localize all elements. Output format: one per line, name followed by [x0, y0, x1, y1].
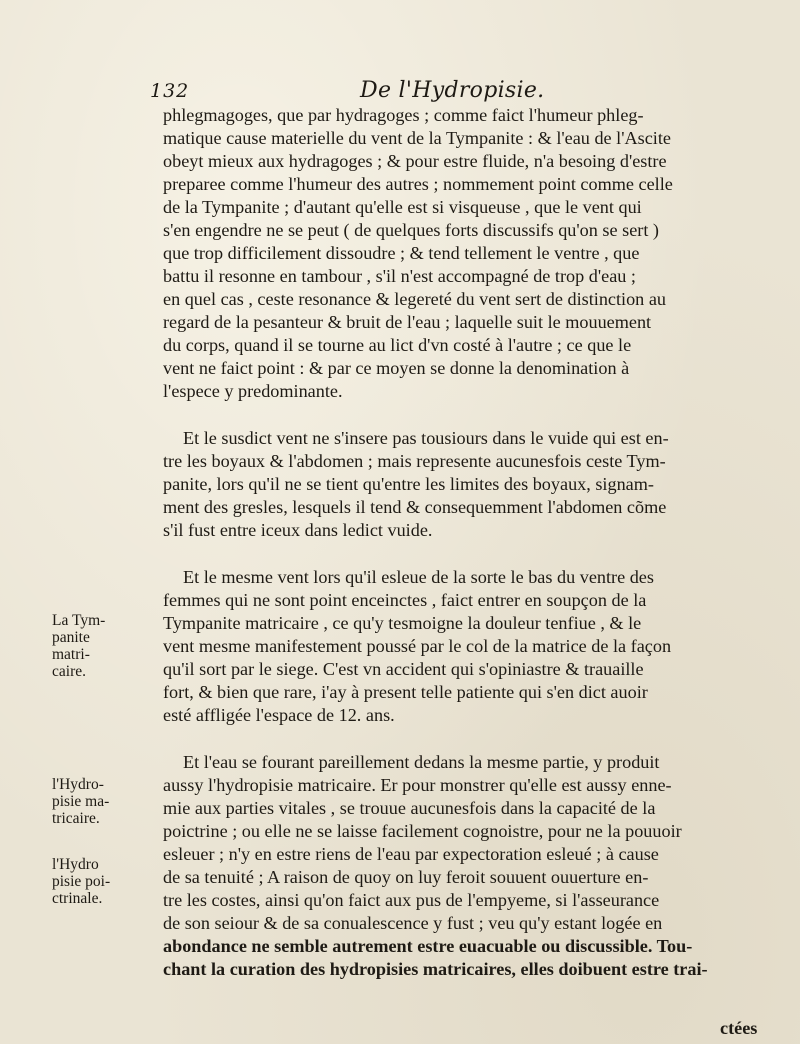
text-line: femmes qui ne sont point enceinctes , faict entrer en soupçon de la — [163, 590, 647, 610]
text-line: mie aux parties vitales , se trouue aucunesfois dans la capacité de la — [163, 798, 656, 818]
main-text — [163, 104, 798, 981]
text-line: l'espece y predominante. — [163, 381, 343, 401]
text-line: abondance ne semble autrement estre euacuable ou discussible. Tou- — [163, 936, 693, 956]
text-line: preparee comme l'humeur des autres ; nommement point comme celle — [163, 174, 673, 194]
page-number: 132 — [150, 80, 190, 102]
text-line: vent ne faict point : & par ce moyen se donne la denomination à — [163, 358, 630, 378]
text-line: tre les costes, ainsi qu'on faict aux pus de l'empyeme, si l'asseurance — [163, 890, 660, 910]
text-line: de sa tenuité ; A raison de quoy on luy feroit souuent ouuerture en- — [163, 867, 649, 887]
text-line: en quel cas , ceste resonance & legereté du vent sert de distinction au — [163, 289, 666, 309]
paragraph-4 — [163, 751, 798, 981]
text-line: regard de la pesanteur & bruit de l'eau ; laquelle suit le mouuement — [163, 312, 652, 332]
margin-note-line: pisie ma- — [52, 793, 110, 810]
text-line: que trop difficilement dissoudre ; & tend tellement le ventre , que — [163, 243, 640, 263]
margin-note-line: l'Hydro- — [52, 776, 104, 793]
margin-note-line: tricaire. — [52, 810, 100, 827]
text-line: chant la curation des hydropisies matricaires, elles doibuent estre trai- — [163, 959, 708, 979]
margin-note-line: ctrinale. — [52, 890, 103, 907]
text-line: s'il fust entre iceux dans ledict vuide. — [163, 520, 433, 540]
text-line: esleuer ; n'y en estre riens de l'eau par expectoration esleué ; à cause — [163, 844, 659, 864]
running-title: De l'Hydropisie. — [360, 78, 545, 103]
margin-note-line: caire. — [52, 663, 86, 680]
text-line: s'en engendre ne se peut ( de quelques forts discussifs qu'on se sert ) — [163, 220, 659, 240]
paragraph-3 — [163, 566, 798, 727]
margin-note-line: panite — [52, 629, 90, 646]
text-line: panite, lors qu'il ne se tient qu'entre les limites des boyaux, signam- — [163, 474, 654, 494]
margin-note-hydropisie-poictrinale — [52, 856, 114, 907]
text-line: de son seiour & de sa conualescence y fust ; veu qu'y estant logée en — [163, 913, 663, 933]
margin-note-tympanite — [52, 612, 114, 680]
margin-note-line: l'Hydro — [52, 856, 99, 873]
text-line: ment des gresles, lesquels il tend & consequemment l'abdomen cõme — [163, 497, 667, 517]
text-line: qu'il sort par le siege. C'est vn accident qui s'opiniastre & trauaille — [163, 659, 644, 679]
text-line: phlegmagoges, que par hydragoges ; comme faict l'humeur phleg- — [163, 105, 644, 125]
text-line: poictrine ; ou elle ne se laisse facilement cognoistre, pour ne la pouuoir — [163, 821, 682, 841]
text-line: Tympanite matricaire , ce qu'y tesmoigne la douleur tenfiue , & le — [163, 613, 642, 633]
paragraph-1 — [163, 104, 798, 403]
catchword: ctées — [720, 1018, 758, 1038]
text-line: esté affligée l'espace de 12. ans. — [163, 705, 395, 725]
text-line: fort, & bien que rare, i'ay à present telle patiente qui s'en dict auoir — [163, 682, 648, 702]
text-line: matique cause materielle du vent de la Tympanite : & l'eau de l'Ascite — [163, 128, 671, 148]
text-line: tre les boyaux & l'abdomen ; mais represente aucunesfois ceste Tym- — [163, 451, 666, 471]
text-line: de la Tympanite ; d'autant qu'elle est si visqueuse , que le vent qui — [163, 197, 642, 217]
margin-note-line: matri- — [52, 646, 90, 663]
text-line: battu il resonne en tambour , s'il n'est accompagné de trop d'eau ; — [163, 266, 636, 286]
margin-note-hydropisie-matricaire — [52, 776, 114, 827]
text-line: Et le susdict vent ne s'insere pas tousiours dans le vuide qui est en- — [183, 428, 669, 448]
margin-note-line: pisie poi- — [52, 873, 111, 890]
text-line: Et l'eau se fourant pareillement dedans la mesme partie, y produit — [183, 752, 660, 772]
text-line: vent mesme manifestement poussé par le col de la matrice de la façon — [163, 636, 672, 656]
text-line: Et le mesme vent lors qu'il esleue de la sorte le bas du ventre des — [183, 567, 654, 587]
text-line: du corps, quand il se tourne au lict d'vn costé à l'autre ; ce que le — [163, 335, 632, 355]
margin-note-line: La Tym- — [52, 612, 106, 629]
text-line: aussy l'hydropisie matricaire. Er pour monstrer qu'elle est aussy enne- — [163, 775, 672, 795]
text-line: obeyt mieux aux hydragoges ; & pour estre fluide, n'a besoing d'estre — [163, 151, 667, 171]
paragraph-2 — [163, 427, 798, 542]
